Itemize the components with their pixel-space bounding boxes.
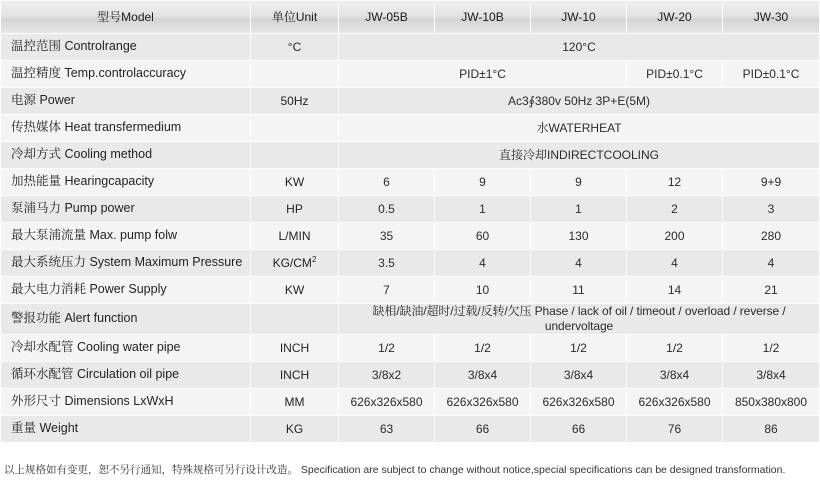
row-unit: KW [251,169,339,196]
row-value: 4 [435,250,531,277]
row-value: 14 [627,277,723,304]
row-label: 最大泵浦流量 Max. pump folw [1,223,251,250]
table-row [1,169,820,196]
row-value: 626x326x580 [435,389,531,416]
table-row [1,389,820,416]
row-unit [251,115,339,142]
table-row [1,115,820,142]
row-unit [251,61,339,88]
table-row [1,196,820,223]
row-value-span: 水WATERHEAT [339,115,820,142]
row-value-span: 直接冷却INDIRECTCOOLING [339,142,820,169]
row-unit: °C [251,34,339,61]
row-label: 传热媒体 Heat transfermedium [1,115,251,142]
row-value: 130 [531,223,627,250]
table-row [1,61,820,88]
row-unit: KW [251,277,339,304]
row-unit: MM [251,389,339,416]
row-value: 21 [723,277,820,304]
table-row [1,362,820,389]
footnote-text: 以上规格如有变更，恕不另行通知，特殊规格可另行设计改造。 Specification are subject to change without notice,special specifications can be designed transformation. [4,464,786,476]
table-row [1,277,820,304]
row-value: 1/2 [435,335,531,362]
row-unit [251,250,339,277]
row-unit-base: KG/CM [272,256,312,270]
row-value: 200 [627,223,723,250]
row-value: 1/2 [627,335,723,362]
row-value: 626x326x580 [627,389,723,416]
row-value: 35 [339,223,435,250]
row-value: 60 [435,223,531,250]
row-value: 86 [723,416,820,443]
row-label: 泵浦马力 Pump power [1,196,251,223]
row-value: 1 [531,196,627,223]
row-value: 3/8x4 [531,362,627,389]
header-cell-jw10: JW-10 [531,1,627,34]
row-label: 最大电力消耗 Power Supply [1,277,251,304]
row-value: PID±0.1°C [723,61,820,88]
row-value: 9 [435,169,531,196]
header-cell-jw30: JW-30 [723,1,820,34]
row-label: 温控精度 Temp.controlaccuracy [1,61,251,88]
header-cell-jw05b: JW-05B [339,1,435,34]
row-value: 3.5 [339,250,435,277]
row-unit: INCH [251,335,339,362]
row-value: 4 [723,250,820,277]
row-label: 最大系统压力 System Maximum Pressure [1,250,251,277]
table-row [1,142,820,169]
header-cell-unit: 单位Unit [251,1,339,34]
row-unit: HP [251,196,339,223]
row-value: 1 [435,196,531,223]
table-row [1,250,820,277]
table-body [1,34,820,443]
row-label: 重量 Weight [1,416,251,443]
table-row [1,34,820,61]
row-value: 280 [723,223,820,250]
row-value: 7 [339,277,435,304]
row-value-span: Ac3∮380v 50Hz 3P+E(5M) [339,88,820,115]
row-value: 3 [723,196,820,223]
row-label: 警报功能 Alert function [1,304,251,335]
row-label: 加热能量 Hearingcapacity [1,169,251,196]
row-value: 1/2 [531,335,627,362]
row-value: 3/8x4 [627,362,723,389]
row-value: PID±0.1°C [627,61,723,88]
row-label: 温控范围 Controlrange [1,34,251,61]
row-value: 4 [531,250,627,277]
row-value: 66 [435,416,531,443]
row-value: 9+9 [723,169,820,196]
row-value: 9 [531,169,627,196]
row-unit: L/MIN [251,223,339,250]
row-value: 1/2 [723,335,820,362]
row-label: 循环水配管 Circulation oil pipe [1,362,251,389]
row-label: 冷却方式 Cooling method [1,142,251,169]
row-value: 2 [627,196,723,223]
row-unit [251,304,339,335]
row-value-span: PID±1°C [339,61,627,88]
table-row [1,223,820,250]
row-unit [251,142,339,169]
row-value: 4 [627,250,723,277]
row-value: 12 [627,169,723,196]
row-value: 0.5 [339,196,435,223]
row-value: 3/8x2 [339,362,435,389]
table-header [1,1,820,34]
row-unit-exponent: 2 [311,255,317,264]
row-unit: KG [251,416,339,443]
row-value-span: 缺相/缺油/超时/过载/反转/欠压 Phase / lack of oil / timeout / overload / reverse / undervoltage [339,304,820,335]
row-unit: INCH [251,362,339,389]
row-value: 850x380x800 [723,389,820,416]
row-unit: 50Hz [251,88,339,115]
row-value: 66 [531,416,627,443]
row-value: 10 [435,277,531,304]
row-label: 电源 Power [1,88,251,115]
row-label: 冷却水配管 Cooling water pipe [1,335,251,362]
row-label: 外形尺寸 Dimensions LxWxH [1,389,251,416]
row-value: 626x326x580 [531,389,627,416]
table-row [1,335,820,362]
row-value: 3/8x4 [435,362,531,389]
table-row [1,304,820,335]
row-value: 3/8x4 [723,362,820,389]
row-value: 626x326x580 [339,389,435,416]
row-value: 63 [339,416,435,443]
row-value: 1/2 [339,335,435,362]
header-cell-model: 型号Model [1,1,251,34]
header-cell-jw20: JW-20 [627,1,723,34]
row-value: 11 [531,277,627,304]
row-value-span: 120°C [339,34,820,61]
header-row [1,1,820,34]
table-row [1,88,820,115]
row-value: 76 [627,416,723,443]
header-cell-jw10b: JW-10B [435,1,531,34]
row-value: 6 [339,169,435,196]
table-row [1,416,820,443]
